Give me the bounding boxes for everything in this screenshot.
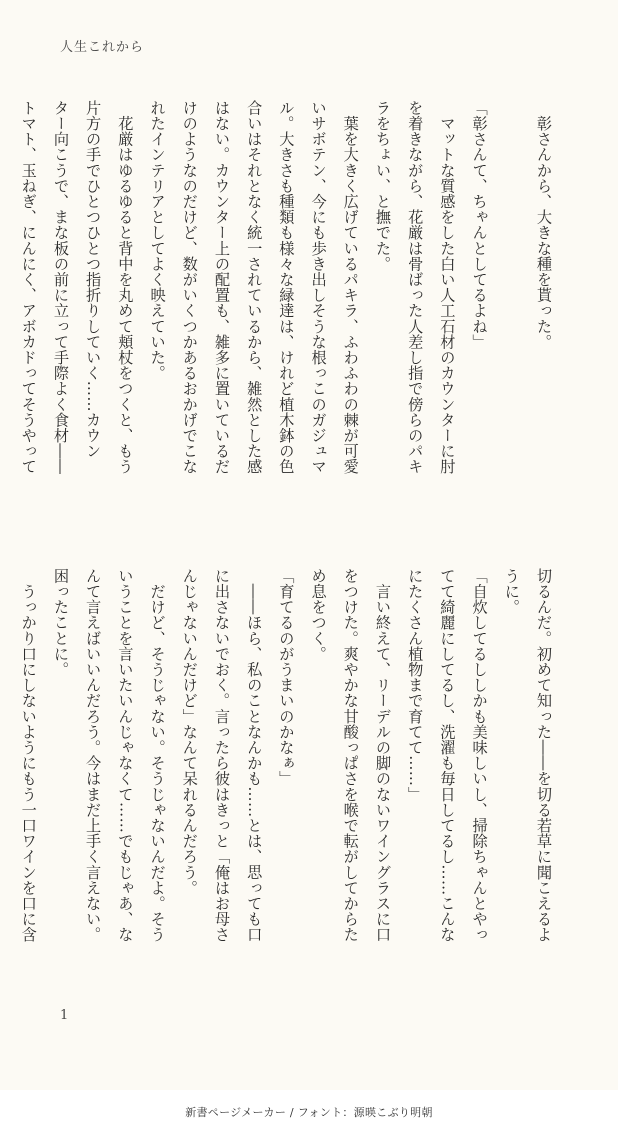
bottom-block-line: んて言えばいいんだろう。今はまだ上手く言えない。: [84, 568, 103, 943]
top-block-line: [496, 100, 528, 526]
top-block-line: ラをちょい、と撫でた。: [373, 100, 392, 272]
bottom-block-line: にたくさん植物まで育てて……」: [406, 568, 425, 802]
footer-credit: 新書ページメーカー / フォント：源暎こぶり明朝: [185, 1106, 433, 1119]
bottom-block-line: うに。: [502, 568, 521, 615]
top-block-line: れたインテリアとしてよく映えていた。: [148, 100, 167, 381]
top-block-line: を着きながら、花厳は骨ばった人差し指で傍らのパキ: [406, 100, 425, 475]
bottom-block-line: てて綺麗にしてるし、洗濯も毎日してるし……こんな: [438, 568, 457, 943]
bottom-block-line: に出さないでおく。言ったら彼はきっと「俺はお母さ: [212, 568, 231, 943]
bottom-block-line: だけど、そうじゃない。そうじゃないんだよ。そう: [148, 568, 167, 943]
top-block-line: はない。カウンター上の配置も、雑多に置いているだ: [212, 100, 231, 475]
bottom-block-line: をつけた。爽やかな甘酸っぱさを喉で転がしてからた: [341, 568, 360, 943]
text-block-bottom: [19, 568, 560, 994]
top-block-line: 「彰さんて、ちゃんとしてるよね」: [470, 100, 489, 350]
text-block-top: [19, 100, 560, 526]
bottom-block-line: 「自炊してるししかも美味しいし、掃除ちゃんとやっ: [470, 568, 489, 943]
page-number: 1: [60, 1008, 69, 1023]
top-block-line: 合いはそれとなく統一されているから、雑然とした感: [245, 100, 264, 475]
bottom-block-line: 切るんだ。初めて知った――を切る若草に聞こえるよ: [535, 568, 553, 943]
top-block-line: けのようなのだけど、数がいくつかあるおかげでこな: [180, 100, 199, 475]
footer: [0, 1090, 618, 1132]
bottom-block-line: んじゃないんだけど」なんて呆れるんだろう。: [180, 568, 199, 896]
top-block-line: 片方の手でひとつひとつ指折りしていく……カウン: [84, 100, 103, 459]
top-block-line: 彰さんから、大きな種を貰った。: [535, 100, 553, 350]
top-block-line: ル。大きさも種類も様々な緑達は、けれど植木鉢の色: [277, 100, 296, 475]
top-block-line: ター向こうで、まな板の前に立って手際よく食材――: [51, 100, 70, 475]
bottom-block-line: め息をつく。: [309, 568, 328, 662]
bottom-block-line: ――ほら、私のことなんかも……とは、思っても口: [245, 568, 264, 943]
bottom-block-line: 困ったことに。: [51, 568, 70, 678]
running-head: 人生これから: [60, 40, 145, 55]
top-block-line: 葉を大きく広げているパキラ、ふわふわの棘が可愛: [341, 100, 360, 475]
bottom-block-line: うっかり口にしないようにもう一口ワインを口に含: [19, 568, 38, 943]
top-block-line: いサボテン、今にも歩き出しそうな根っこのガジュマ: [309, 100, 328, 475]
bottom-block-line: いうことを言いたいんじゃなくて……でもじゃあ、な: [116, 568, 135, 943]
top-block-line: トマト、玉ねぎ、にんにく、アボカドってそうやって: [19, 100, 38, 475]
top-block-line: 花厳はゆるゆると背中を丸めて頬杖をつくと、もう: [116, 100, 135, 475]
bottom-block-line: 言い終えて、リーデルの脚のないワイングラスに口: [373, 568, 392, 943]
bottom-block-line: 「育てるのがうまいのかなぁ」: [277, 568, 296, 787]
top-block-line: マットな質感をした白い人工石材のカウンターに肘: [438, 100, 457, 475]
